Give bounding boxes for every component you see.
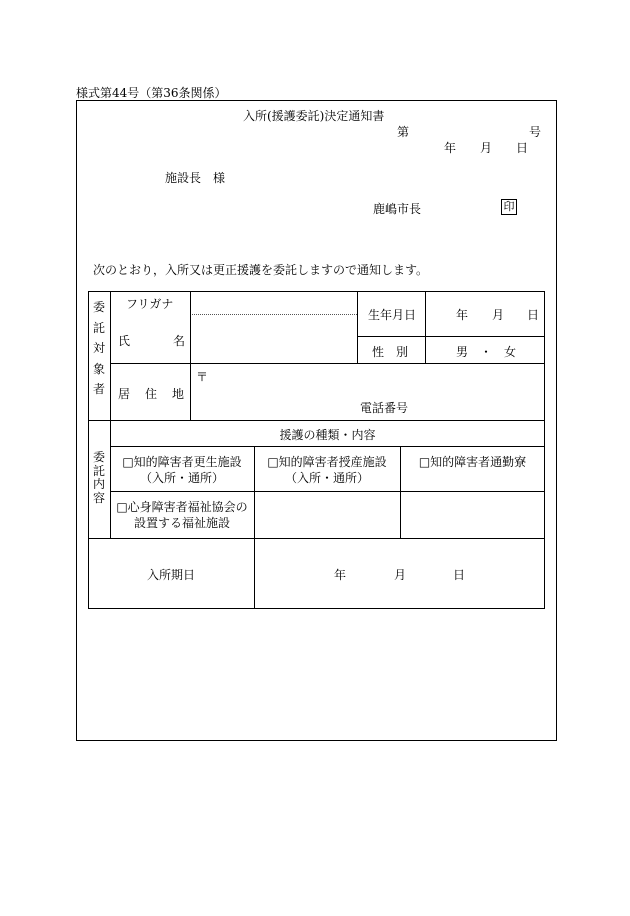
consign-label-char-1: 委 <box>92 450 105 464</box>
consignment-section-label <box>91 451 107 505</box>
name-field[interactable] <box>191 315 356 362</box>
row-divider-admission <box>88 538 545 539</box>
admission-day: 日 <box>453 568 466 582</box>
admission-year: 年 <box>334 568 347 582</box>
document-title: 入所(援護委託)決定通知書 <box>243 109 385 123</box>
name-label-2: 名 <box>173 334 186 348</box>
target-label-char-1: 委 <box>92 300 105 314</box>
consign-option-1-line2: （入所・通所） <box>139 471 224 485</box>
issuer: 鹿嶋市長 <box>373 202 422 216</box>
consign-label-char-2: 託 <box>92 463 105 478</box>
addressee: 施設長 様 <box>165 171 226 185</box>
birthdate-year: 年 <box>456 308 469 322</box>
consign-option-4[interactable] <box>110 499 254 531</box>
gender-value: 男 ・ 女 <box>456 345 517 359</box>
consign-label-char-4: 容 <box>92 490 105 505</box>
consign-option-3-line1: □知的障害者通勤寮 <box>418 455 527 469</box>
target-label-char-5: 者 <box>92 382 105 396</box>
seal-mark: 印 <box>501 199 517 215</box>
gender-label: 性 別 <box>372 345 409 359</box>
row-divider-birth-gender <box>357 336 545 337</box>
address-label-3: 地 <box>172 387 185 401</box>
row-divider-consign-header <box>110 446 545 447</box>
birth-label-left-line <box>357 291 358 363</box>
admission-date-label: 入所期日 <box>146 568 195 582</box>
admission-month: 月 <box>394 568 407 582</box>
consign-label-char-3: 内 <box>92 477 105 491</box>
phone-label: 電話番号 <box>360 401 409 415</box>
birthdate-month: 月 <box>492 308 505 322</box>
consign-option-2[interactable] <box>254 454 400 486</box>
row-divider-consign-options <box>110 491 545 492</box>
furigana-field[interactable] <box>191 292 356 313</box>
number-suffix: 号 <box>529 125 542 139</box>
name-label-1: 氏 <box>118 334 131 348</box>
target-label-char-3: 対 <box>92 341 105 355</box>
consign-option-2-line1: □知的障害者授産施設 <box>267 455 387 469</box>
number-prefix: 第 <box>397 125 410 139</box>
consign-option-2-line2: （入所・通所） <box>284 471 369 485</box>
birthdate-label: 生年月日 <box>368 308 417 322</box>
row-divider-address-consign <box>88 420 545 421</box>
admission-col-line <box>254 538 255 609</box>
consign-option-1-line1: □知的障害者更生施設 <box>122 455 242 469</box>
address-label-2: 住 <box>145 387 158 401</box>
consignment-header: 援護の種類・内容 <box>279 428 376 442</box>
consign-option-3[interactable] <box>400 454 545 470</box>
postal-mark: 〒 <box>196 370 209 384</box>
target-person-section-label <box>91 297 107 400</box>
furigana-label: フリガナ <box>126 297 174 311</box>
birthdate-day: 日 <box>527 308 540 322</box>
date-day: 日 <box>516 141 529 155</box>
row-divider-name-address <box>110 363 545 364</box>
consign-option-4-line2: 設置する福祉施設 <box>133 516 230 530</box>
birth-label-right-line <box>425 291 426 363</box>
address-label-1: 居 <box>118 387 131 401</box>
form-number: 様式第44号（第36条関係） <box>76 86 227 100</box>
consign-option-4-line1: □心身障害者福祉協会の <box>116 500 248 514</box>
consign-option-1[interactable] <box>110 454 254 486</box>
body-text: 次のとおり，入所又は更正援護を委託しますので通知します。 <box>93 263 429 277</box>
target-label-char-2: 託 <box>92 320 105 335</box>
date-year: 年 <box>444 141 457 155</box>
date-month: 月 <box>480 141 493 155</box>
target-label-char-4: 象 <box>92 361 105 376</box>
